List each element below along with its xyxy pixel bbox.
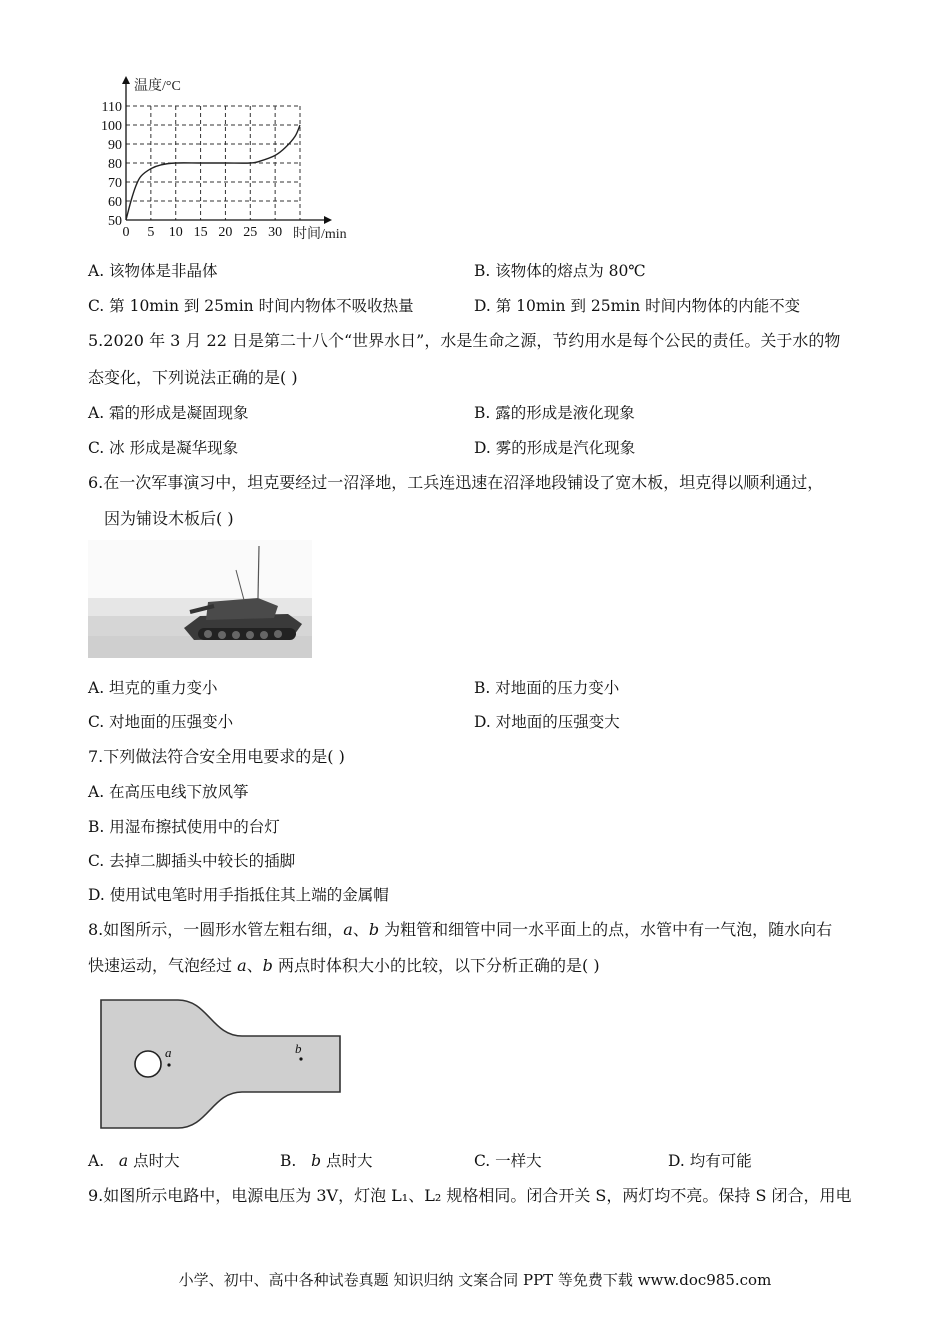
- q5-stem-line2: 态变化，下列说法正确的是( ): [88, 368, 298, 387]
- x-tick-label: 20: [218, 225, 233, 240]
- x-tick-label: 15: [193, 225, 208, 240]
- q6-option-a[interactable]: A. 坦克的重力变小: [88, 679, 218, 697]
- q8-stem-text: 两点时体积大小的比较，以下分析正确的是( ): [272, 956, 600, 975]
- q8-option-a[interactable]: [88, 1151, 180, 1171]
- q7-option-a[interactable]: A. 在高压电线下放风筝: [88, 783, 249, 801]
- q7-option-c[interactable]: C. 去掉二脚插头中较长的插脚: [88, 852, 296, 870]
- q8-option-b[interactable]: [280, 1151, 373, 1171]
- water-pipe-diagram: [98, 996, 344, 1132]
- q6-option-d[interactable]: D. 对地面的压强变大: [474, 713, 620, 731]
- q5-option-d[interactable]: D. 雾的形成是汽化现象: [474, 439, 636, 457]
- temperature-curve: [126, 125, 300, 220]
- x-tick-label: 25: [243, 225, 258, 240]
- point-a-var: a: [118, 1152, 129, 1170]
- x-tick-label: 10: [168, 225, 183, 240]
- q6-stem-line1: 6.在一次军事演习中，坦克要经过一沼泽地，工兵连迅速在沼泽地段铺设了宽木板，坦克得以顺利通过，: [88, 473, 824, 492]
- x-tick-label: 30: [268, 225, 283, 240]
- x-tick-label: 5: [147, 225, 155, 240]
- q8-stem-text: 为粗管和细管中同一水平面上的点，水管中有一气泡，随水向右: [379, 920, 833, 939]
- temperature-time-chart: [86, 72, 376, 244]
- q5-option-b[interactable]: B. 露的形成是液化现象: [474, 404, 635, 422]
- x-axis-label: 时间/min: [293, 227, 347, 242]
- point-a-label: a: [165, 1045, 172, 1060]
- q4-option-d[interactable]: D. 第 10min 到 25min 时间内物体的内能不变: [474, 297, 801, 315]
- y-tick-label: 80: [108, 157, 122, 172]
- q8-stem-text: 快速运动，气泡经过: [88, 956, 238, 975]
- q4-option-c[interactable]: C. 第 10min 到 25min 时间内物体不吸收热量: [88, 297, 414, 315]
- y-axis-label: 温度/°C: [134, 79, 181, 94]
- q4-option-a[interactable]: A. 该物体是非晶体: [88, 262, 218, 280]
- point-b-var: b: [368, 920, 380, 939]
- y-tick-label: 50: [108, 214, 122, 229]
- q5-option-c[interactable]: C. 冰 形成是凝华现象: [88, 439, 239, 457]
- q8-stem-line1: [88, 920, 832, 940]
- point-a-var: a: [237, 956, 247, 975]
- q8-option-c[interactable]: C. 一样大: [474, 1152, 542, 1170]
- separator: 、: [246, 956, 263, 975]
- option-letter: B.: [280, 1152, 297, 1170]
- q7-option-b[interactable]: B. 用湿布擦拭使用中的台灯: [88, 818, 280, 836]
- y-axis-arrow: [122, 76, 130, 84]
- q8-option-d[interactable]: D. 均有可能: [668, 1152, 752, 1170]
- option-letter: A.: [88, 1152, 105, 1170]
- q4-option-b[interactable]: B. 该物体的熔点为 80℃: [474, 262, 646, 280]
- q5-stem-line1: 5.2020 年 3 月 22 日是第二十八个“世界水日”，水是生命之源，节约用水是每个公民的责任。关于水的物: [88, 331, 841, 350]
- q6-stem-line2: 因为铺设木板后( ): [104, 509, 234, 528]
- separator: 、: [352, 920, 369, 939]
- q6-option-b[interactable]: B. 对地面的压力变小: [474, 679, 620, 697]
- q7-stem: 7.下列做法符合安全用电要求的是( ): [88, 747, 345, 766]
- page-footer: 小学、初中、高中各种试卷真题 知识归纳 文案合同 PPT 等免费下载 www.doc985.com: [178, 1271, 772, 1289]
- point-a-var: a: [343, 920, 353, 939]
- point-a-dot: [167, 1063, 170, 1066]
- point-b-var: b: [311, 1152, 322, 1170]
- q7-option-d[interactable]: D. 使用试电笔时用手指抵住其上端的金属帽: [88, 886, 389, 904]
- q8-stem-text: 8.如图所示，一圆形水管左粗右细，: [88, 920, 344, 939]
- y-tick-label: 100: [101, 119, 122, 134]
- y-tick-label: 110: [101, 100, 122, 115]
- bubble: [135, 1051, 161, 1077]
- option-text: 点时大: [133, 1152, 180, 1170]
- q5-option-a[interactable]: A. 霜的形成是凝固现象: [88, 404, 249, 422]
- y-tick-label: 60: [108, 195, 122, 210]
- point-b-var: b: [262, 956, 273, 975]
- point-b-label: b: [295, 1041, 302, 1056]
- tank-photo: [88, 540, 312, 658]
- y-tick-label: 90: [108, 138, 122, 153]
- x-tick-label: 0: [122, 225, 130, 240]
- point-b-dot: [299, 1057, 302, 1060]
- option-text: 点时大: [325, 1152, 373, 1170]
- q9-stem-line1: 9.如图所示电路中，电源电压为 3V，灯泡 L₁、L₂ 规格相同。闭合开关 S，两灯均不亮。保持 S 闭合，用电: [88, 1186, 852, 1205]
- x-axis-arrow: [324, 216, 332, 224]
- y-tick-label: 70: [108, 176, 122, 191]
- chart-ticks: [101, 100, 282, 240]
- q8-stem-line2: [88, 956, 600, 976]
- q6-option-c[interactable]: C. 对地面的压强变小: [88, 713, 234, 731]
